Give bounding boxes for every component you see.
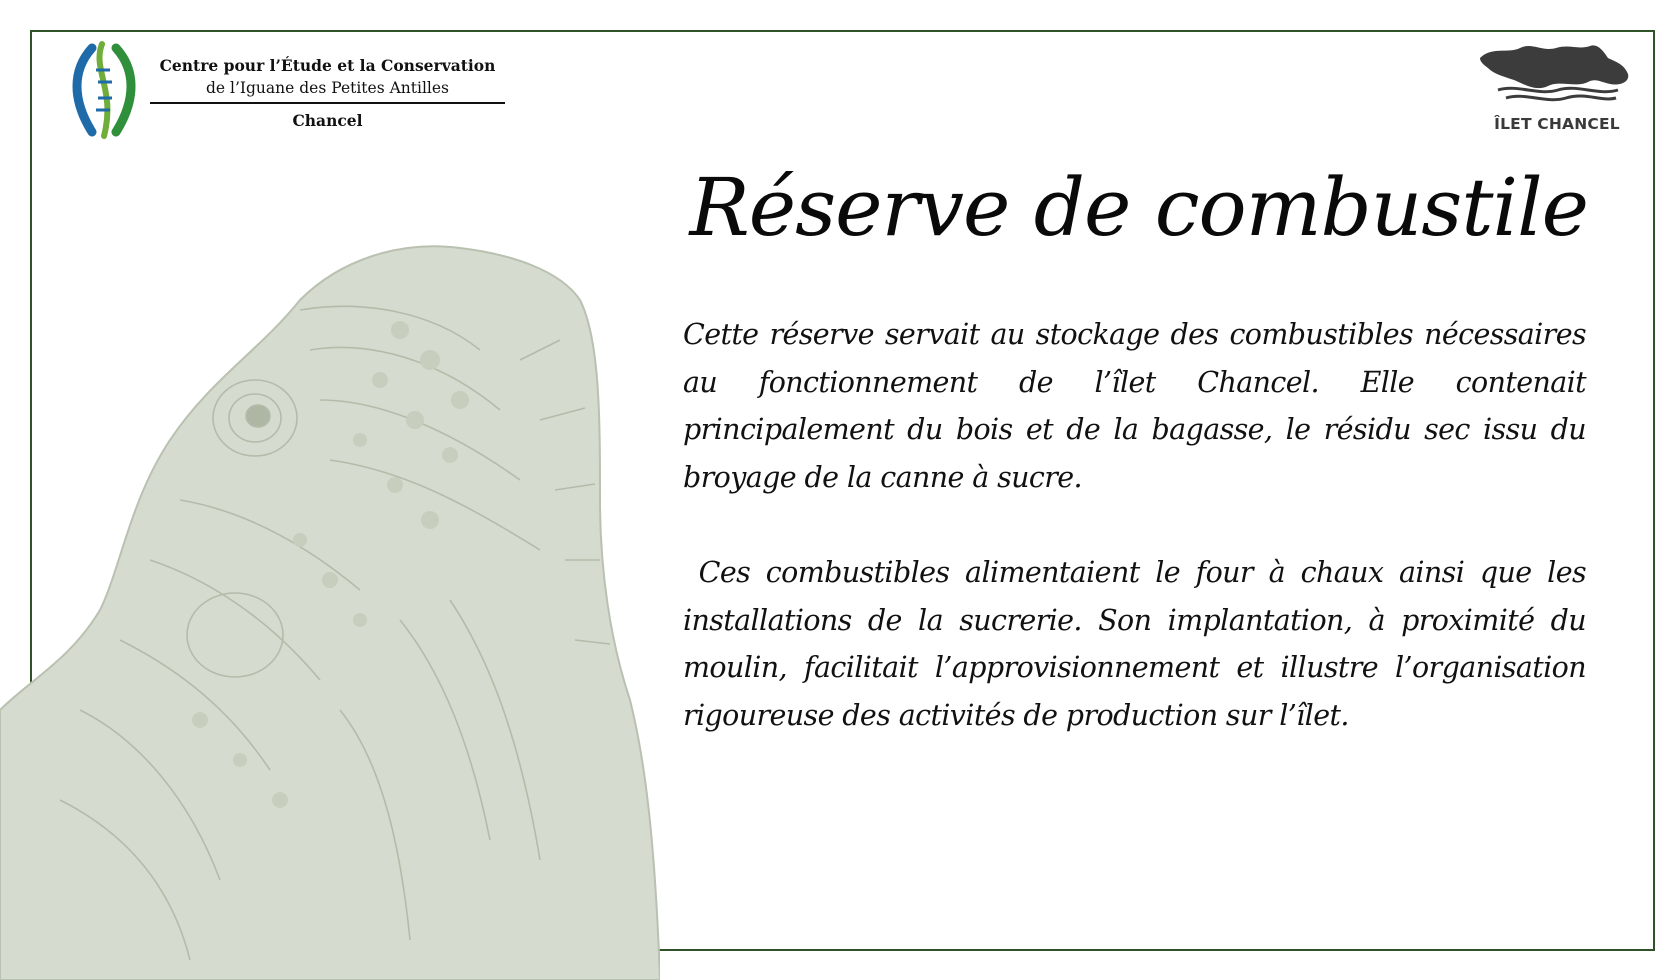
org-name-line3: Chancel: [292, 111, 363, 130]
body-paragraph-2: Ces combustibles alimentaient le four à chaux ainsi que les installations de la sucrerie. Son implantation, à proximité du moulin, facilitait l’approvisionnement et illustre l’organisation rigoureuse des activités de production sur l’îlet.: [683, 556, 1595, 732]
island-silhouette-logo-icon: [1478, 40, 1634, 104]
org-divider: [150, 102, 505, 104]
iguana-illustration: [0, 240, 660, 980]
site-logo-text: ÎLET CHANCEL: [1494, 115, 1620, 133]
page-title: Réserve de combustile: [689, 161, 1588, 254]
org-name-line1: Centre pour l’Étude et la Conservation: [159, 56, 496, 75]
org-name-line2: de l’Iguane des Petites Antilles: [205, 79, 449, 97]
body-paragraph-1: Cette réserve servait au stockage des combustibles nécessaires au fonctionnement de l’îlet Chancel. Elle contenait principalement du bois et de la bagasse, le résidu sec issu du broyage de la canne à sucre.: [683, 318, 1586, 494]
dna-helix-logo-icon: [62, 40, 146, 140]
organisation-name: [150, 56, 505, 130]
